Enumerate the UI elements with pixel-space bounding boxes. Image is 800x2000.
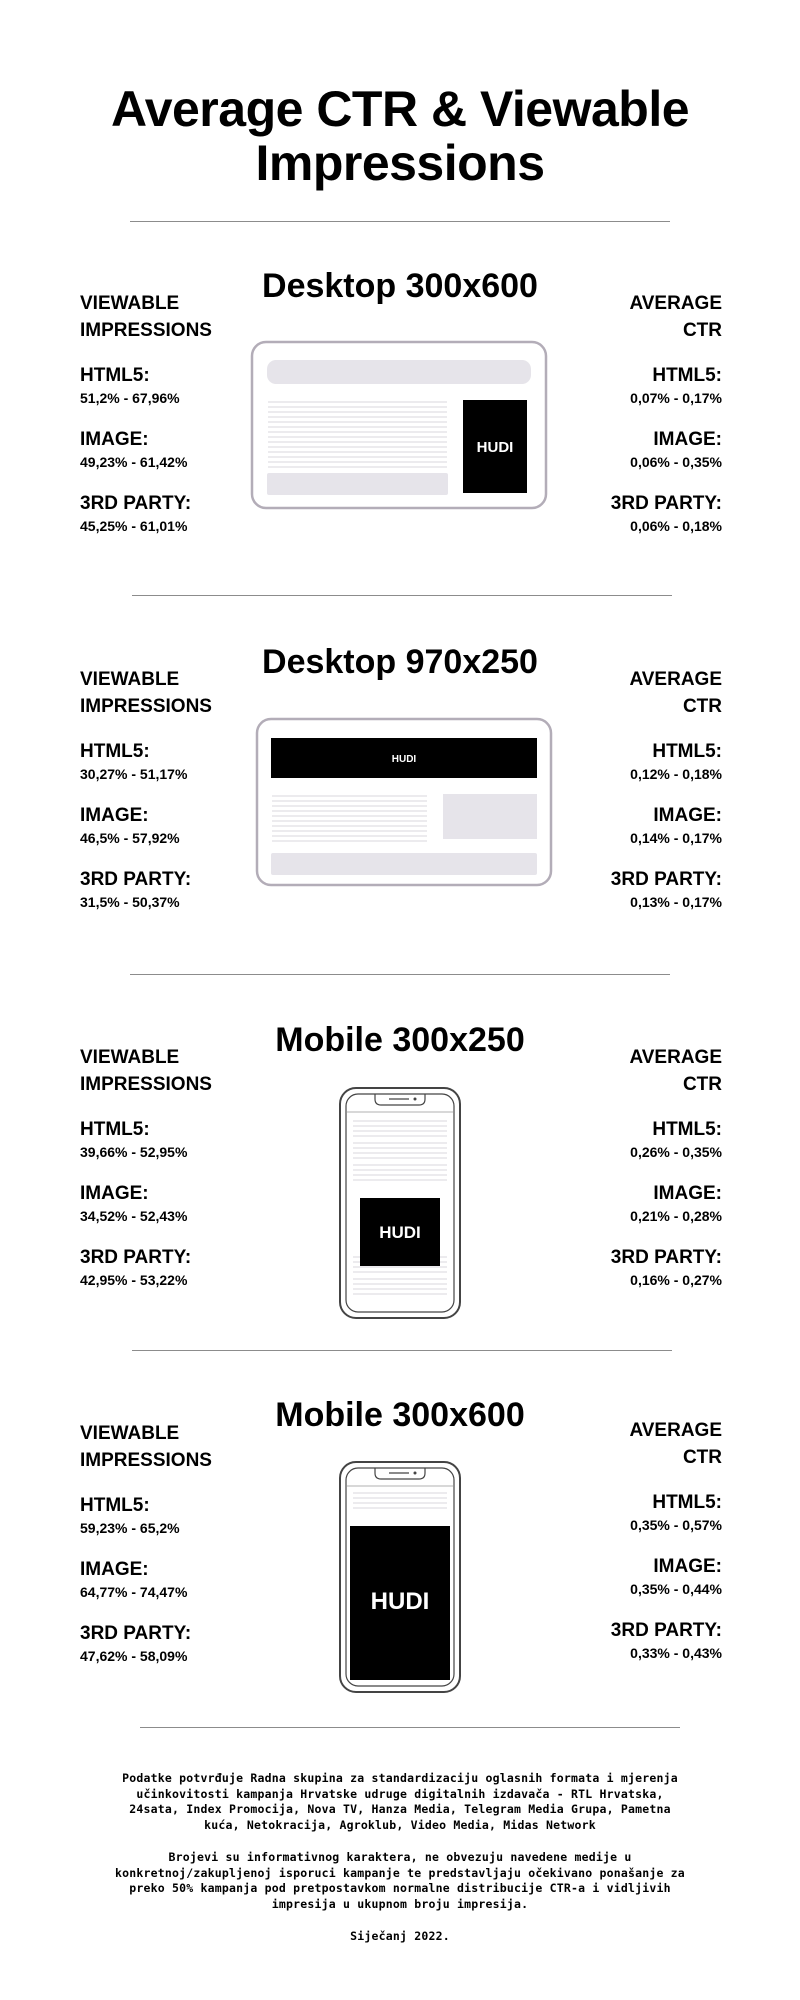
metric-label: IMAGE: bbox=[653, 429, 722, 450]
disclaimer-note: Brojevi su informativnog karaktera, ne obvezuju navedene medije u konkretnoj/zakupljenoj isporuci kampanje te predstavljaju očekivano ponašanje za preko 50% kampanja pod pretpostavkom normalne distribucije CTR-a i vidljivih impresija u ukupnom broju impresija. bbox=[115, 1850, 685, 1911]
metric-value: 0,26% - 0,35% bbox=[630, 1144, 722, 1160]
viewable-column bbox=[80, 1420, 212, 1666]
viewable-header: VIEWABLE IMPRESSIONS bbox=[80, 1047, 212, 1095]
desktop-300x600-illustration bbox=[250, 340, 550, 510]
desktop-970x250-illustration bbox=[255, 717, 555, 887]
metric-label: 3RD PARTY: bbox=[610, 1247, 722, 1268]
metric-value: 0,33% - 0,43% bbox=[630, 1645, 722, 1661]
metric-value: 0,06% - 0,18% bbox=[630, 518, 722, 534]
ctr-header: AVERAGE CTR bbox=[629, 1047, 722, 1095]
ctr-header: AVERAGE CTR bbox=[629, 293, 722, 341]
metric-label: IMAGE: bbox=[80, 1559, 149, 1580]
metric-value: 34,52% - 52,43% bbox=[80, 1208, 188, 1224]
metric-value: 39,66% - 52,95% bbox=[80, 1144, 188, 1160]
viewable-column bbox=[80, 666, 212, 912]
divider bbox=[132, 595, 672, 596]
metric-value: 0,35% - 0,57% bbox=[630, 1517, 722, 1533]
metric-label: IMAGE: bbox=[653, 805, 722, 826]
metric-label: 3RD PARTY: bbox=[610, 1620, 722, 1641]
metric-value: 64,77% - 74,47% bbox=[80, 1584, 188, 1600]
ctr-column bbox=[611, 290, 722, 536]
metric-value: 51,2% - 67,96% bbox=[80, 390, 180, 406]
metric-label: IMAGE: bbox=[653, 1183, 722, 1204]
metric-label: HTML5: bbox=[652, 741, 722, 762]
metric-label: HTML5: bbox=[652, 1492, 722, 1513]
viewable-header: VIEWABLE IMPRESSIONS bbox=[80, 293, 212, 341]
brand-logo: HUDI bbox=[391, 754, 417, 765]
metric-label: HTML5: bbox=[80, 1119, 150, 1140]
divider bbox=[140, 1727, 680, 1728]
metric-value: 0,13% - 0,17% bbox=[630, 894, 722, 910]
metric-value: 0,35% - 0,44% bbox=[630, 1581, 722, 1597]
metric-label: 3RD PARTY: bbox=[80, 869, 192, 890]
metric-label: HTML5: bbox=[80, 365, 150, 386]
metric-value: 47,62% - 58,09% bbox=[80, 1648, 188, 1664]
metric-value: 49,23% - 61,42% bbox=[80, 454, 188, 470]
divider bbox=[130, 974, 670, 975]
ctr-column bbox=[611, 1044, 722, 1290]
metric-value: 0,21% - 0,28% bbox=[630, 1208, 722, 1224]
metric-value: 0,07% - 0,17% bbox=[630, 390, 722, 406]
metric-label: IMAGE: bbox=[653, 1556, 722, 1577]
metric-value: 59,23% - 65,2% bbox=[80, 1520, 180, 1536]
viewable-column bbox=[80, 1044, 212, 1290]
metric-label: HTML5: bbox=[652, 365, 722, 386]
metric-label: 3RD PARTY: bbox=[610, 493, 722, 514]
section-title-mobile-300x250: Mobile 300x250 bbox=[275, 1021, 525, 1059]
ctr-header: AVERAGE CTR bbox=[629, 1420, 722, 1468]
page-title: Average CTR & Viewable Impressions bbox=[110, 81, 690, 191]
metric-value: 0,14% - 0,17% bbox=[630, 830, 722, 846]
ctr-header: AVERAGE CTR bbox=[629, 669, 722, 717]
metric-value: 30,27% - 51,17% bbox=[80, 766, 188, 782]
divider bbox=[132, 1350, 672, 1351]
metric-label: IMAGE: bbox=[80, 805, 149, 826]
metric-value: 0,16% - 0,27% bbox=[630, 1272, 722, 1288]
date-note: Siječanj 2022. bbox=[350, 1929, 450, 1943]
section-title-desktop-970x250: Desktop 970x250 bbox=[262, 643, 538, 681]
brand-logo: HUDI bbox=[370, 1588, 430, 1615]
viewable-header: VIEWABLE IMPRESSIONS bbox=[80, 669, 212, 717]
ctr-column bbox=[611, 666, 722, 912]
metric-label: 3RD PARTY: bbox=[80, 1623, 192, 1644]
metric-label: HTML5: bbox=[80, 741, 150, 762]
brand-logo: HUDI bbox=[379, 1223, 421, 1242]
metric-label: HTML5: bbox=[80, 1495, 150, 1516]
metric-label: IMAGE: bbox=[80, 429, 149, 450]
metric-value: 45,25% - 61,01% bbox=[80, 518, 188, 534]
metric-value: 0,06% - 0,35% bbox=[630, 454, 722, 470]
metric-label: IMAGE: bbox=[80, 1183, 149, 1204]
metric-label: 3RD PARTY: bbox=[80, 1247, 192, 1268]
divider bbox=[130, 221, 670, 222]
metric-label: HTML5: bbox=[652, 1119, 722, 1140]
footer-notes bbox=[110, 1771, 690, 1962]
metric-value: 31,5% - 50,37% bbox=[80, 894, 180, 910]
metric-value: 46,5% - 57,92% bbox=[80, 830, 180, 846]
metric-label: 3RD PARTY: bbox=[80, 493, 192, 514]
viewable-header: VIEWABLE IMPRESSIONS bbox=[80, 1423, 212, 1471]
brand-logo: HUDI bbox=[476, 439, 514, 456]
metric-label: 3RD PARTY: bbox=[610, 869, 722, 890]
mobile-300x600-illustration bbox=[337, 1459, 463, 1695]
source-note: Podatke potvrđuje Radna skupina za standardizaciju oglasnih formata i mjerenja učinkovitosti kampanja Hrvatske udruge digitalnih izdavača - RTL Hrvatska, 24sata, Index Promocija, Nova TV, Hanza Media, Telegram Media Grupa, Pametna kuća, Netokracija, Agroklub, Video Media, Midas Network bbox=[122, 1771, 678, 1832]
metric-value: 0,12% - 0,18% bbox=[630, 766, 722, 782]
section-title-desktop-300x600: Desktop 300x600 bbox=[262, 267, 538, 305]
metric-value: 42,95% - 53,22% bbox=[80, 1272, 188, 1288]
section-title-mobile-300x600: Mobile 300x600 bbox=[275, 1396, 525, 1434]
mobile-300x250-illustration bbox=[337, 1085, 463, 1321]
ctr-column bbox=[611, 1417, 722, 1663]
viewable-column bbox=[80, 290, 212, 536]
